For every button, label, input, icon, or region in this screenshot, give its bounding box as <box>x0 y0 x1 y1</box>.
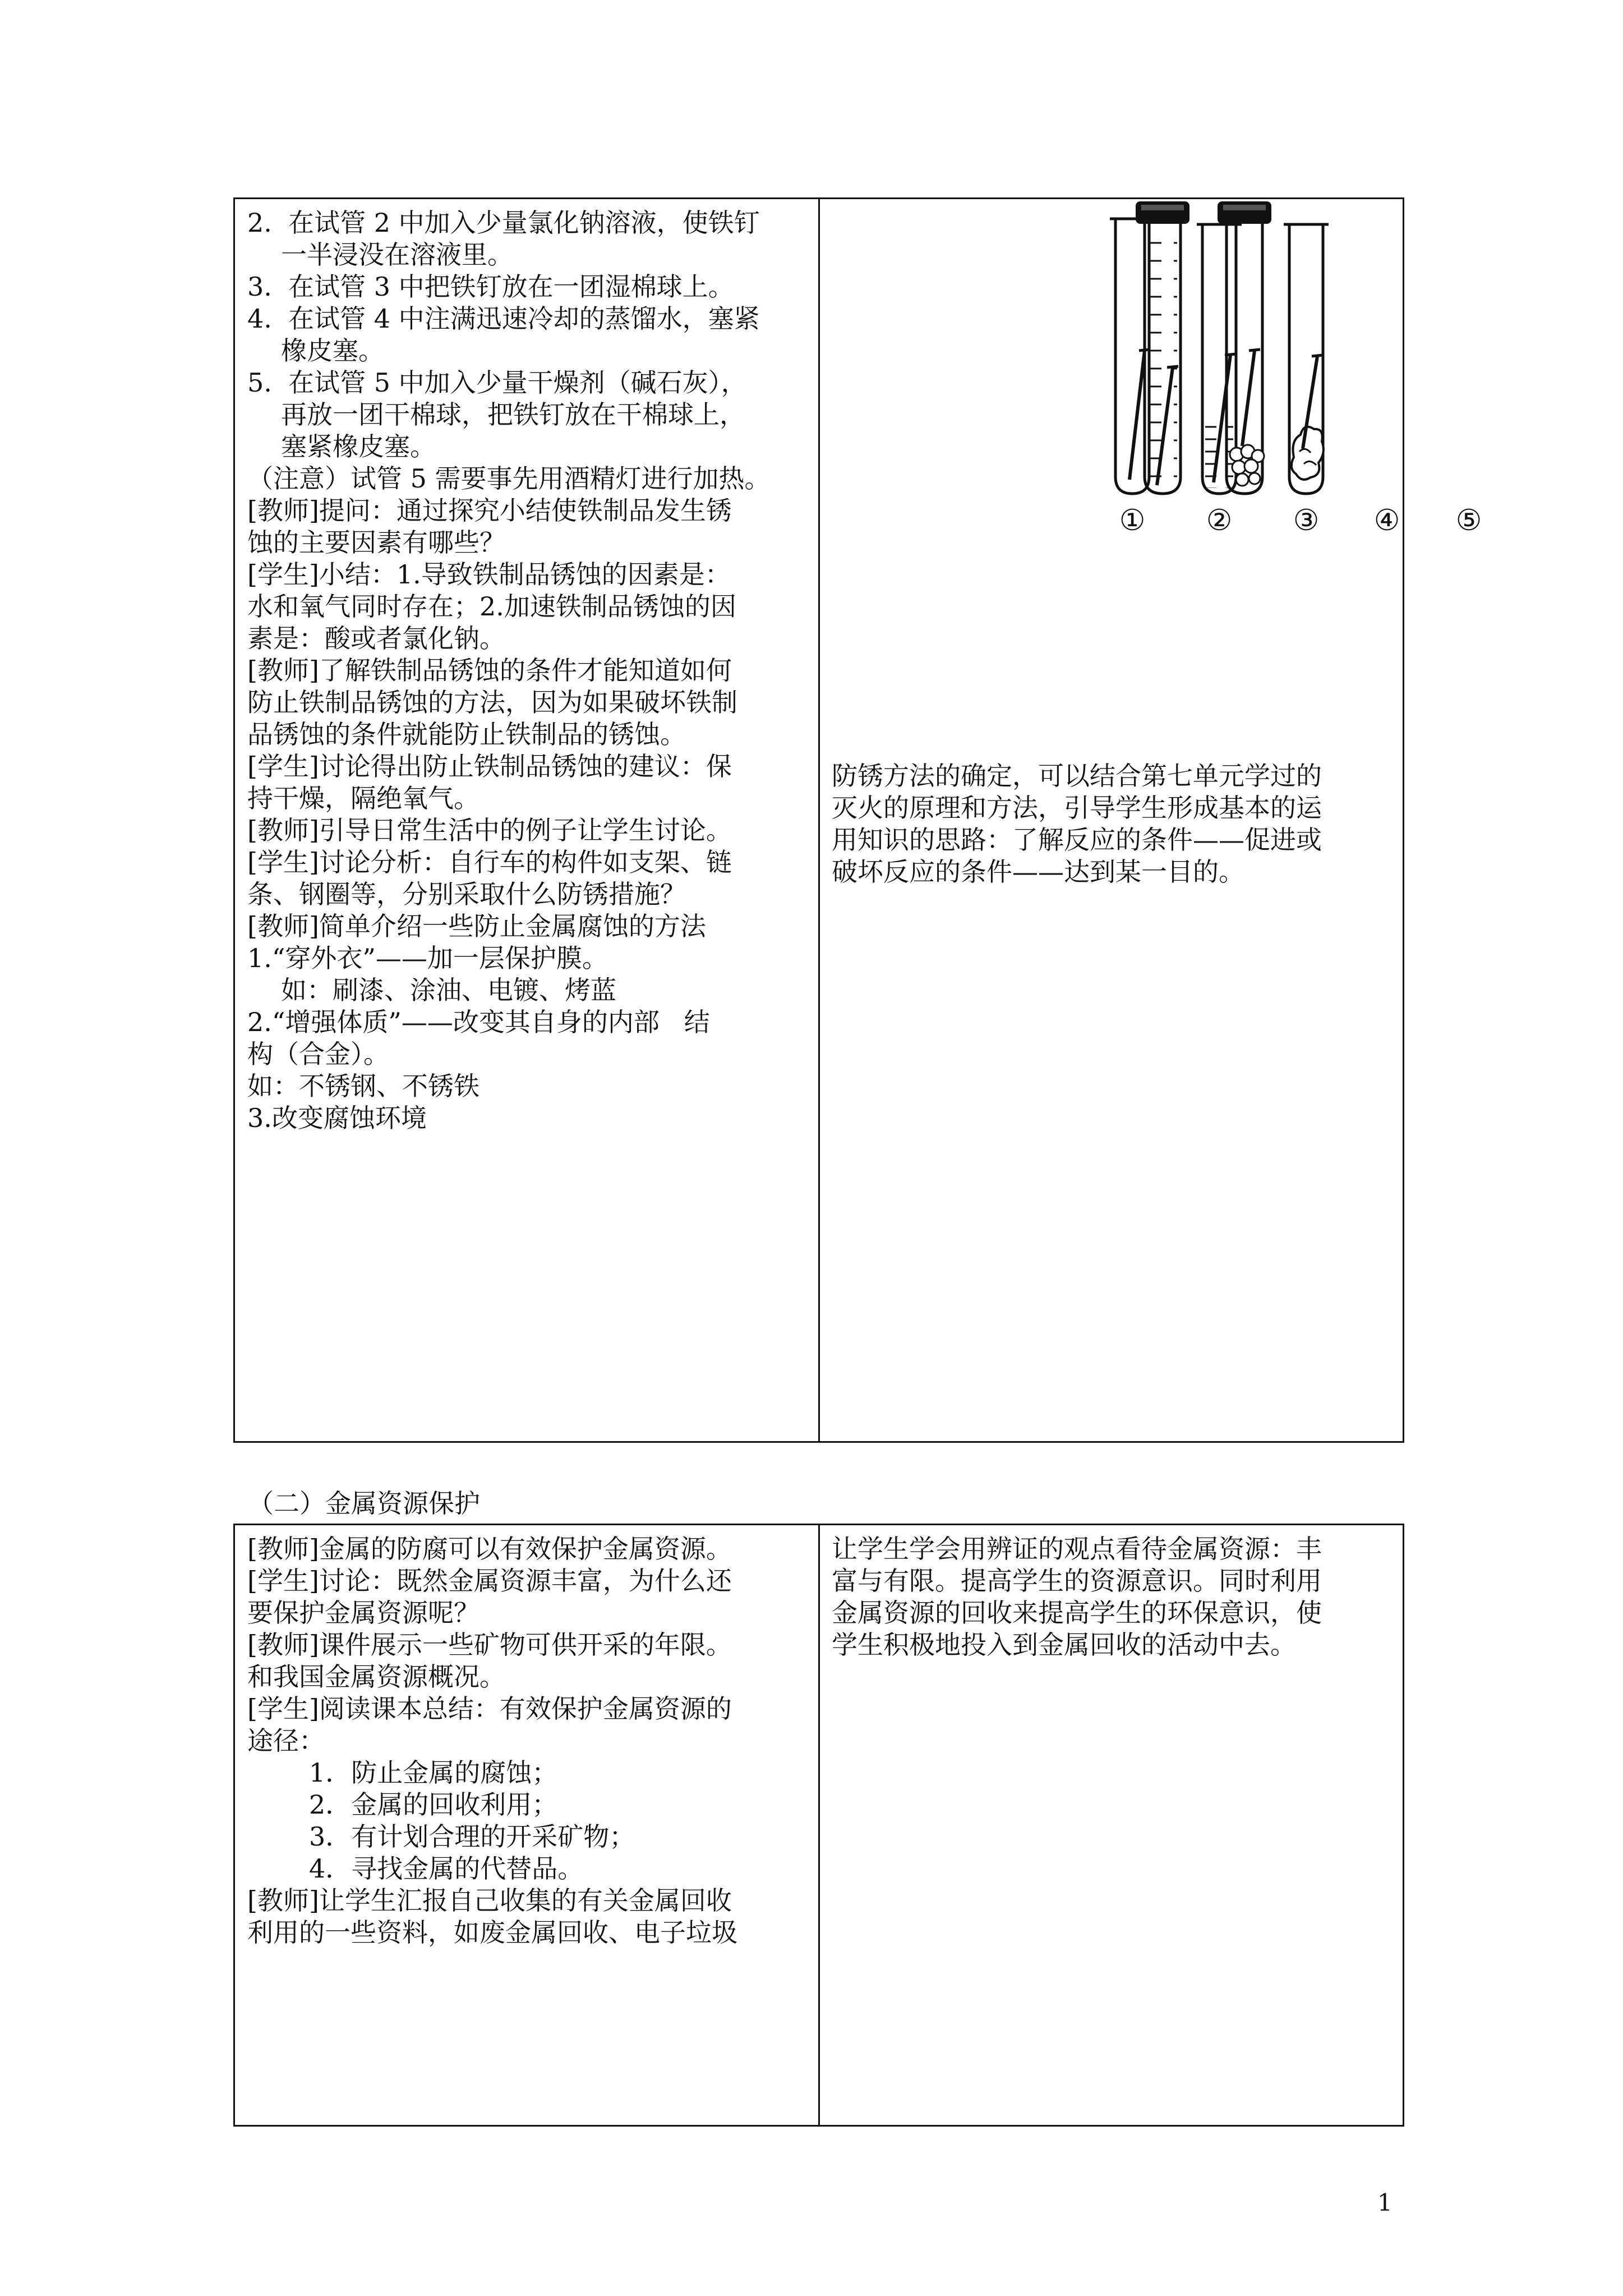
text-line: [学生]阅读课本总结：有效保护金属资源的 <box>247 1694 732 1724</box>
text-line: 破坏反应的条件——达到某一目的。 <box>832 857 1244 887</box>
text-line: 要保护金属资源呢？ <box>247 1598 479 1628</box>
lesson-table-1 <box>233 197 1482 1443</box>
text-line: 金属资源的回收来提高学生的环保意识，使 <box>832 1598 1322 1628</box>
tube-label-4: ④ <box>1373 504 1400 537</box>
text-line: 条、钢圈等，分别采取什么防锈措施？ <box>247 879 686 909</box>
text-line: [学生]讨论：既然金属资源丰富，为什么还 <box>247 1566 732 1596</box>
page-number: 1 <box>1377 2189 1393 2216</box>
text-line: [学生]讨论分析：自行车的构件如支架、链 <box>247 847 732 877</box>
teaching-process-column <box>247 1533 808 1949</box>
text-line: 3.改变腐蚀环境 <box>247 1103 427 1133</box>
text-line: 4．寻找金属的代替品。 <box>309 1853 584 1884</box>
text-line: 3. 在试管 3 中把铁钉放在一团湿棉球上。 <box>247 272 734 302</box>
text-line: [教师]让学生汇报自己收集的有关金属回收 <box>247 1885 732 1916</box>
tube-label-3: ③ <box>1293 504 1320 537</box>
text-line: （注意）试管 5 需要事先用酒精灯进行加热。 <box>247 463 771 494</box>
column-divider <box>818 1525 820 2125</box>
text-line: 学生积极地投入到金属回收的活动中去。 <box>832 1630 1296 1660</box>
text-line: 蚀的主要因素有哪些？ <box>247 527 505 558</box>
text-line: 2.“增强体质”——改变其自身的内部 结 <box>247 1007 710 1037</box>
text-line: 持干燥，隔绝氧气。 <box>247 783 479 813</box>
text-line: [教师]金属的防腐可以有效保护金属资源。 <box>247 1534 732 1564</box>
tube-label-2: ② <box>1206 504 1233 537</box>
text-line: 和我国金属资源概况。 <box>247 1662 505 1692</box>
text-line: 1.“穿外衣”——加一层保护膜。 <box>247 943 608 973</box>
text-line: 一半浸没在溶液里。 <box>281 240 513 270</box>
section-heading: （二）金属资源保护 <box>248 1488 480 1519</box>
text-line: [教师]课件展示一些矿物可供开采的年限。 <box>247 1630 732 1660</box>
text-line: 防止铁制品锈蚀的方法，因为如果破坏铁制 <box>247 687 737 717</box>
text-line: 2. 在试管 2 中加入少量氯化钠溶液，使铁钉 <box>247 208 760 238</box>
lesson-table-2 <box>233 1524 1404 2127</box>
text-line: 3．有计划合理的开采矿物； <box>309 1821 635 1852</box>
text-line: 1．防止金属的腐蚀； <box>309 1757 558 1788</box>
text-line: 让学生学会用辨证的观点看待金属资源：丰 <box>832 1534 1322 1564</box>
iron-nail <box>1242 351 1255 446</box>
text-line: [学生]小结：1.导致铁制品锈蚀的因素是： <box>247 559 731 590</box>
text-line: [教师]简单介绍一些防止金属腐蚀的方法 <box>247 911 706 941</box>
text-line: 品锈蚀的条件就能防止铁制品的锈蚀。 <box>247 719 686 749</box>
dry-cotton-and-desiccant <box>1230 445 1264 486</box>
text-line: [教师]提问：通过探究小结使铁制品发生锈 <box>247 495 732 526</box>
text-line: 素是：酸或者氯化钠。 <box>247 623 505 654</box>
tube-label-1: ① <box>1119 504 1146 537</box>
test-tubes-illustration-sealed <box>235 199 1482 547</box>
text-line: 途径： <box>247 1726 325 1756</box>
text-line: 橡皮塞。 <box>281 335 384 366</box>
text-line: 塞紧橡皮塞。 <box>281 431 436 462</box>
text-line: 4. 在试管 4 中注满迅速冷却的蒸馏水，塞紧 <box>247 303 760 334</box>
test-tube-5 <box>1218 201 1271 494</box>
text-line: 5. 在试管 5 中加入少量干燥剂（碱石灰）， <box>247 367 747 398</box>
text-line: 利用的一些资料，如废金属回收、电子垃圾 <box>247 1917 737 1948</box>
text-line: [学生]讨论得出防止铁制品锈蚀的建议：保 <box>247 751 732 781</box>
text-line: 用知识的思路：了解反应的条件——促进或 <box>832 825 1322 855</box>
text-line: 如：不锈钢、不锈铁 <box>247 1071 479 1101</box>
text-line: 如：刷漆、涂油、电镀、烤蓝 <box>281 975 616 1005</box>
tube-label-5: ⑤ <box>1455 504 1482 537</box>
text-line: 2．金属的回收利用； <box>309 1789 558 1820</box>
text-line: 再放一团干棉球，把铁钉放在干棉球上， <box>281 399 745 430</box>
text-line: 富与有限。提高学生的资源意识。同时利用 <box>832 1566 1322 1596</box>
text-line: [教师]了解铁制品锈蚀的条件才能知道如何 <box>247 655 732 685</box>
design-intent-column <box>832 760 1393 888</box>
text-line: 构（合金）。 <box>247 1039 389 1069</box>
test-tube-4 <box>1136 201 1189 494</box>
text-line: 防锈方法的确定，可以结合第七单元学过的 <box>832 761 1322 791</box>
design-intent-column <box>832 1533 1393 1661</box>
text-line: [教师]引导日常生活中的例子让学生讨论。 <box>247 815 732 845</box>
text-line: 水和氧气同时存在；2.加速铁制品锈蚀的因 <box>247 591 736 622</box>
text-line: 灭火的原理和方法，引导学生形成基本的运 <box>832 793 1322 823</box>
